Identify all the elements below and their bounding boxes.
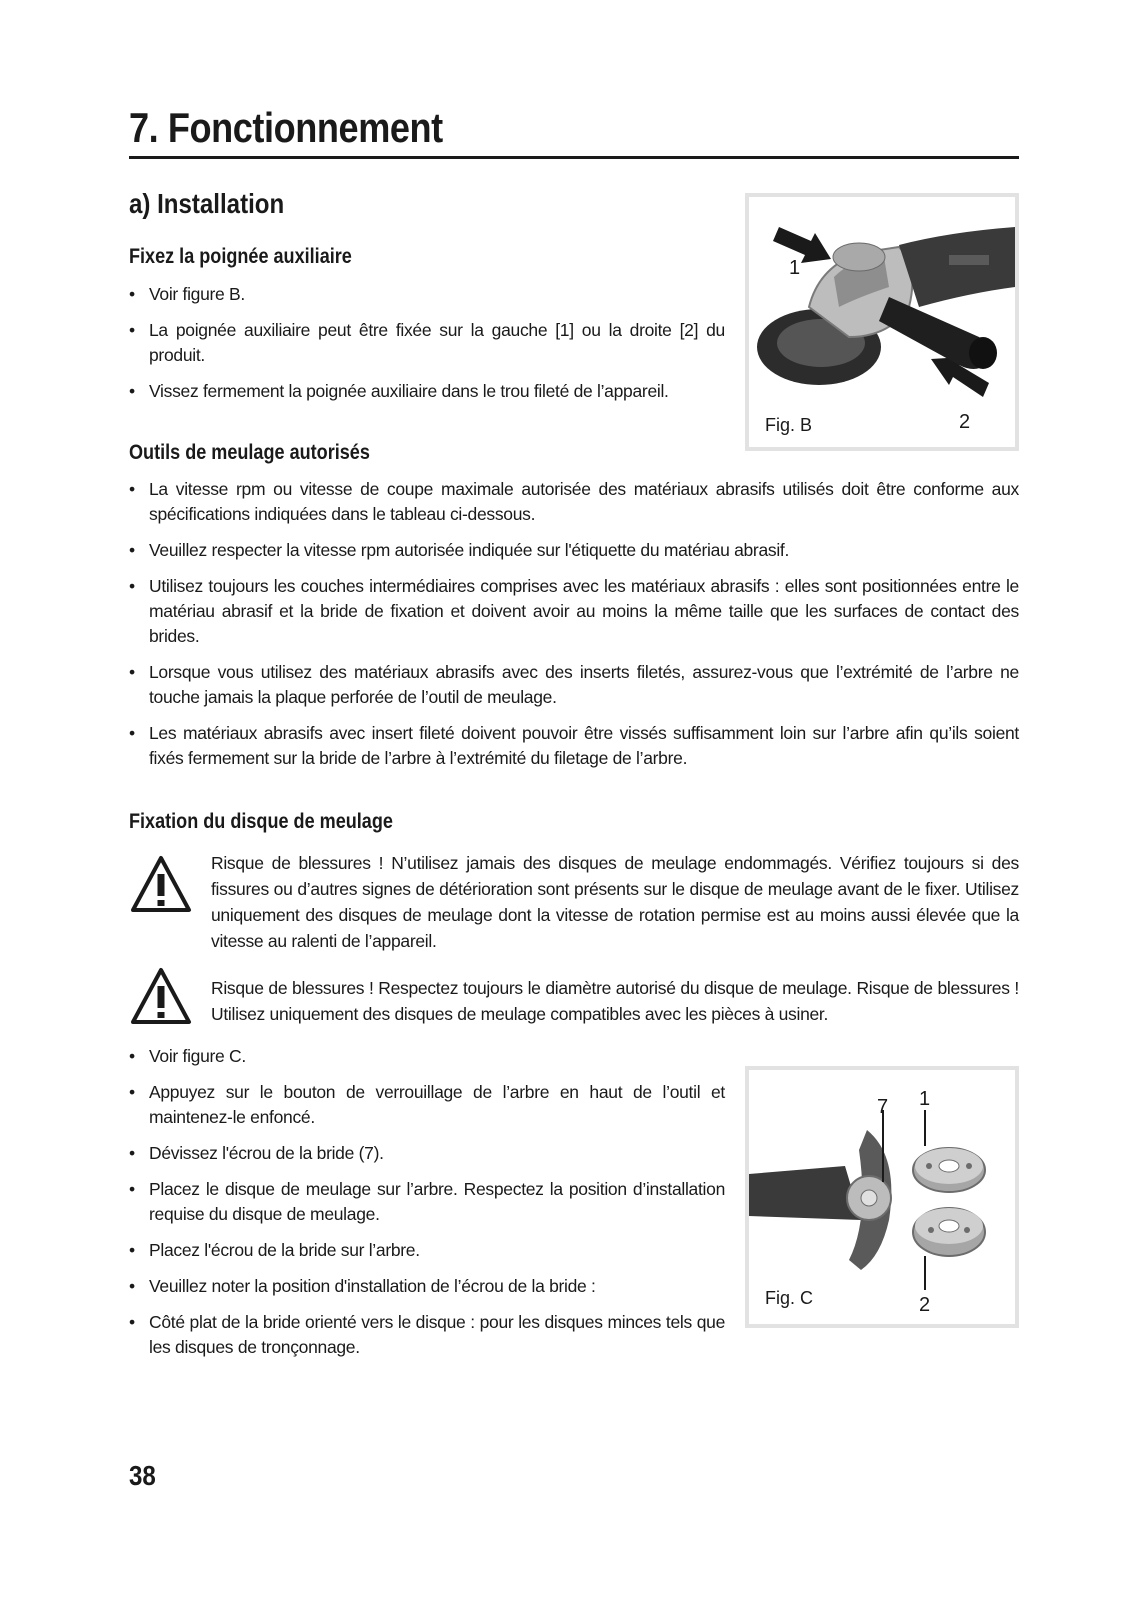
angle-grinder-side-handle-illustration <box>749 197 1015 397</box>
sec3-title: Fixation du disque de meulage <box>129 810 393 833</box>
page-title: 7. Fonctionnement <box>129 104 443 151</box>
list-item: • Voir figure C. <box>129 1044 725 1069</box>
list-item: • La poignée auxiliaire peut être fixée sur la gauche [1] ou la droite [2] du produit. <box>129 318 725 368</box>
warning-icon <box>129 966 193 1028</box>
sec3-list <box>129 1044 725 1360</box>
sec2-list <box>129 477 1019 771</box>
title-rule <box>129 156 1019 159</box>
list-item: • Veuillez noter la position d'installation de l’écrou de la bride : <box>129 1274 725 1299</box>
sec1-list <box>129 282 725 404</box>
list-item: • Vissez fermement la poignée auxiliaire dans le trou fileté de l’appareil. <box>129 379 725 404</box>
list-item: • Appuyez sur le bouton de verrouillage de l’arbre en haut de l’outil et maintenez-le enfoncé. <box>129 1080 725 1130</box>
warning-text-1: Risque de blessures ! N’utilisez jamais des disques de meulage endommagés. Vérifiez toujours si des fissures ou d’autres signes de détérioration sont présents sur le disque de meulage avant de le fixer. Utilisez uniquement des disques de meulage dont la vitesse de rotation permise est au moins aussi élevée que la vitesse au ralenti de l’appareil. <box>211 853 1019 951</box>
warning-text-2: Risque de blessures ! Respectez toujours le diamètre autorisé du disque de meulage. Risque de blessures ! Utilisez uniquement des disques de meulage compatibles avec les pièces à usiner. <box>211 978 1019 1024</box>
list-item: • Placez le disque de meulage sur l’arbre. Respectez la position d’installation requise du disque de meulage. <box>129 1177 725 1227</box>
list-item: • Dévissez l'écrou de la bride (7). <box>129 1141 725 1166</box>
page-number: 38 <box>129 1460 156 1491</box>
list-item: • Côté plat de la bride orienté vers le disque : pour les disques minces tels que les disques de tronçonnage. <box>129 1310 725 1360</box>
fig-c-label-7: 7 <box>877 1096 889 1118</box>
list-item: • Les matériaux abrasifs avec insert fileté doivent pouvoir être vissés suffisamment loin sur l’arbre afin qu’ils soient fixés fermement sur la bride de l’arbre à l’extrémité du filetage de l’arbre. <box>129 721 1019 771</box>
fig-c-label-2: 2 <box>919 1294 931 1316</box>
sec1-title: Fixez la poignée auxiliaire <box>129 245 352 268</box>
fig-c-caption: Fig. C <box>765 1288 814 1308</box>
list-item: • Veuillez respecter la vitesse rpm autorisée indiquée sur l'étiquette du matériau abrasif. <box>129 538 1019 563</box>
list-item: • Voir figure B. <box>129 282 725 307</box>
section-title: a) Installation <box>129 188 285 219</box>
figure-c <box>745 1066 1019 1328</box>
warning-icon <box>129 854 193 916</box>
fig-c-label-1: 1 <box>919 1088 931 1110</box>
list-item: • Utilisez toujours les couches intermédiaires comprises avec les matériaux abrasifs : elles sont positionnées entre le matériau abrasif et la bride de fixation et doivent avoir au moins la même taille que les surfaces de contact des brides. <box>129 574 1019 649</box>
fig-b-label-1: 1 <box>789 257 801 279</box>
fig-b-label-2: 2 <box>959 411 971 433</box>
fig-b-caption: Fig. B <box>765 415 813 435</box>
figure-b <box>745 193 1019 451</box>
list-item: • La vitesse rpm ou vitesse de coupe maximale autorisée des matériaux abrasifs utilisés doit être conforme aux spécifications indiquées dans le tableau ci-dessous. <box>129 477 1019 527</box>
list-item: • Lorsque vous utilisez des matériaux abrasifs avec des inserts filetés, assurez-vous que l’extrémité de l’arbre ne touche jamais la plaque perforée de l’outil de meulage. <box>129 660 1019 710</box>
list-item: • Placez l'écrou de la bride sur l’arbre. <box>129 1238 725 1263</box>
sec2-title: Outils de meulage autorisés <box>129 441 370 464</box>
